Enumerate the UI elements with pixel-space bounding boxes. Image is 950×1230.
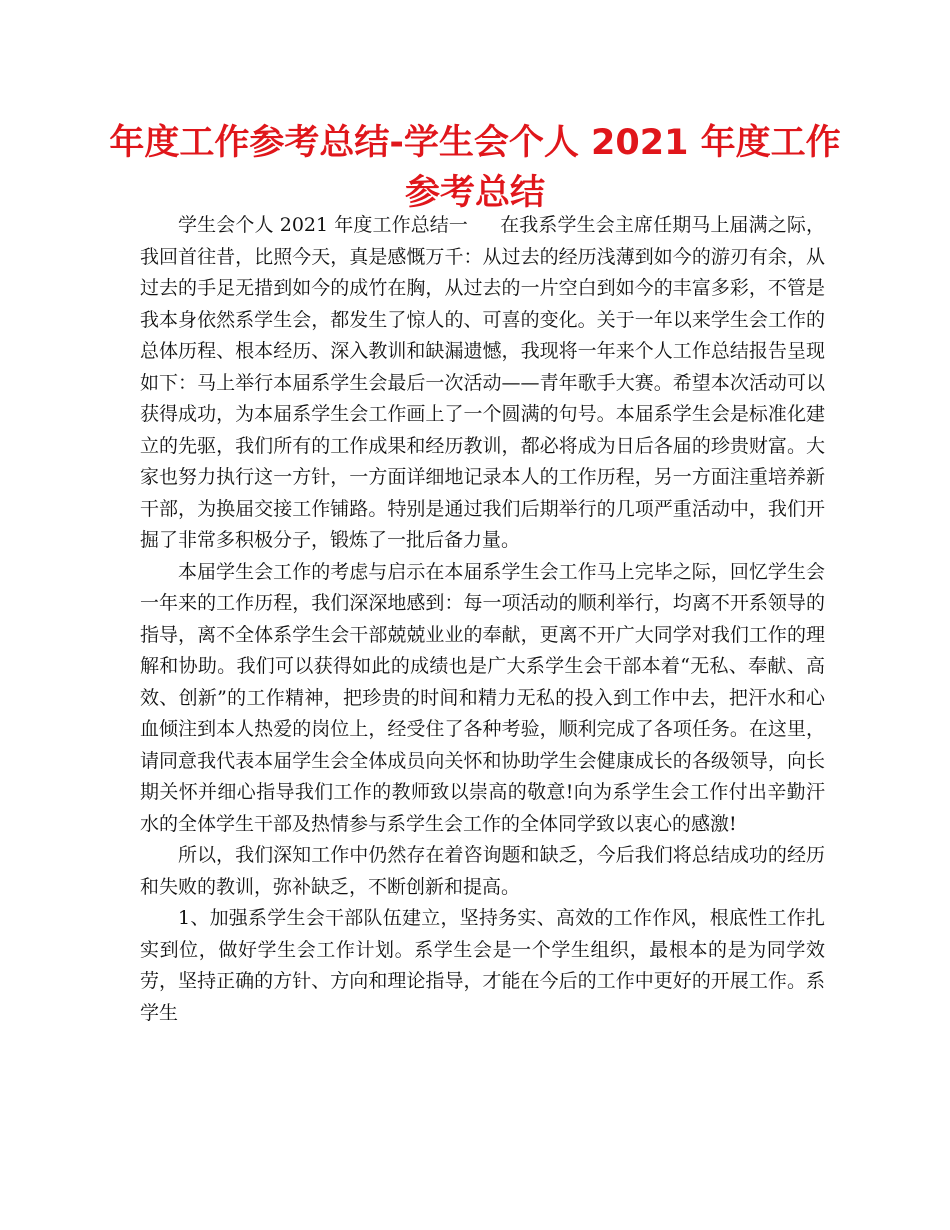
document-body xyxy=(140,210,825,1029)
paragraph-1 xyxy=(140,210,825,557)
paragraph-2 xyxy=(140,557,825,841)
paragraph-2-text: 本届学生会工作的考虑与启示在本届系学生会工作马上完毕之际，回忆学生会一年来的工作历程，我们深深地感到：每一项活动的顺利举行，均离不开系领导的指导，离不全体系学生会干部兢兢业业的奉献，更离不开广大同学对我们工作的理解和协助。我们可以获得如此的成绩也是广大系学生会干部本着“无私、奉献、高效、创新”的工作精神，把珍贵的时间和精力无私的投入到工作中去，把汗水和心血倾注到本人热爱的岗位上，经受住了各种考验，顺利完成了各项任务。在这里，请同意我代表本届学生会全体成员向关怀和协助学生会健康成长的各级领导，向长期关怀并细心指导我们工作的教师致以崇高的敬意!向为系学生会工作付出辛勤汗水的全体学生干部及热情参与系学生会工作的全体同学致以衷心的感激! xyxy=(140,560,825,835)
paragraph-3 xyxy=(140,840,825,903)
paragraph-4-text: 1、加强系学生会干部队伍建立，坚持务实、高效的工作作风，根底性工作扎实到位，做好学生会工作计划。系学生会是一个学生组织，最根本的是为同学效劳，坚持正确的方针、方向和理论指导，才能在今后的工作中更好的开展工作。系学生 xyxy=(140,907,825,1024)
paragraph-1-lead: 学生会个人 2021 年度工作总结一 xyxy=(178,214,469,236)
paragraph-3-text: 所以，我们深知工作中仍然存在着咨询题和缺乏，今后我们将总结成功的经历和失败的教训，弥补缺乏，不断创新和提高。 xyxy=(140,844,825,898)
document-title: 年度工作参考总结-学生会个人 2021 年度工作参考总结 xyxy=(109,123,841,213)
paragraph-1-text: 在我系学生会主席任期马上届满之际，我回首往昔，比照今天，真是感慨万千：从过去的经历浅薄到如今的游刃有余，从过去的手足无措到如今的成竹在胸，从过去的一片空白到如今的丰富多彩，不管是我本身依然系学生会，都发生了惊人的、可喜的变化。关于一年以来学生会工作的总体历程、根本经历、深入教训和缺漏遗憾，我现将一年来个人工作总结报告呈现如下：马上举行本届系学生会最后一次活动——青年歌手大赛。希望本次活动可以获得成功，为本届系学生会工作画上了一个圆满的句号。本届系学生会是标准化建立的先驱，我们所有的工作成果和经历教训，都必将成为日后各届的珍贵财富。大家也努力执行这一方针，一方面详细地记录本人的工作历程，另一方面注重培养新干部，为换届交接工作铺路。特别是通过我们后期举行的几项严重活动中，我们开掘了非常多积极分子，锻炼了一批后备力量。 xyxy=(140,214,825,551)
paragraph-4 xyxy=(140,903,825,1029)
